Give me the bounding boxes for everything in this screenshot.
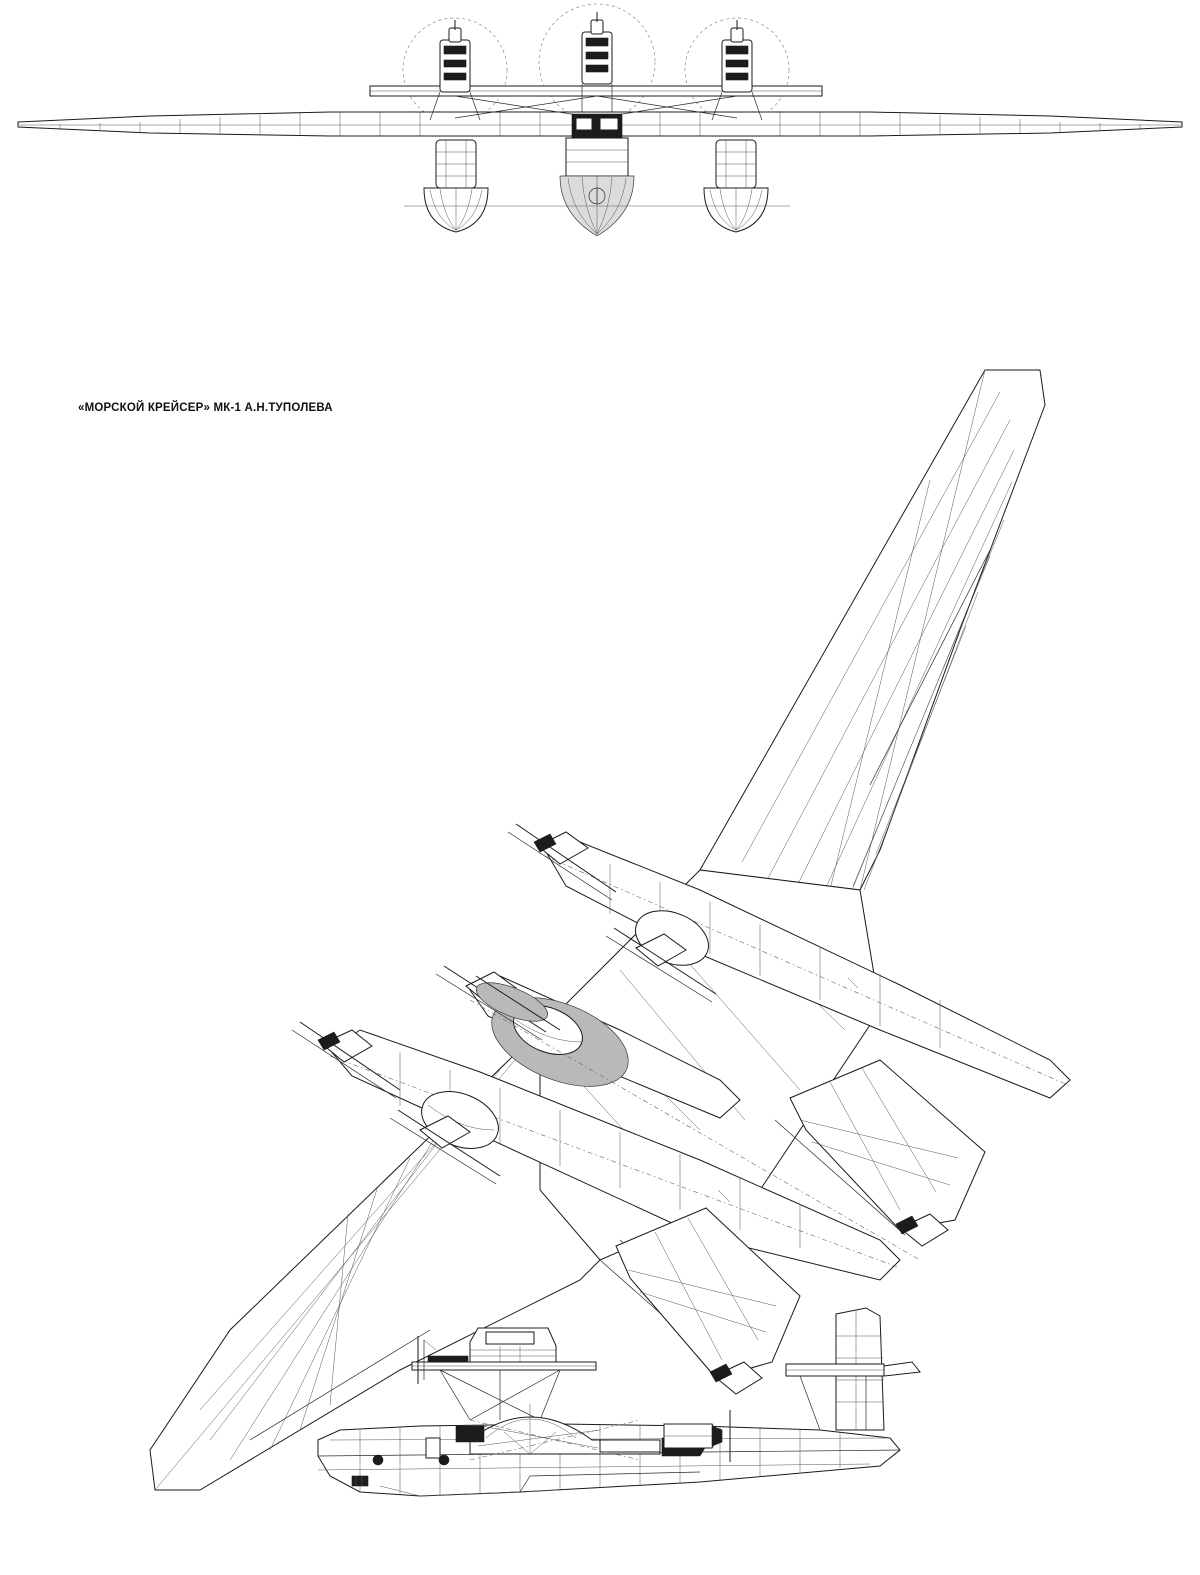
front-elevation-view <box>0 0 1200 300</box>
side-elevation-view <box>0 1280 1200 1575</box>
upper-wing <box>370 86 822 96</box>
left-hull-nacelle <box>424 140 488 232</box>
front-view-svg <box>0 0 1200 300</box>
starboard-wing <box>700 370 1045 934</box>
side-view-svg <box>0 1280 1200 1575</box>
page-title: «МОРСКОЙ КРЕЙСЕР» МК-1 А.Н.ТУПОЛЕВА <box>78 402 333 414</box>
right-hull-nacelle <box>704 140 768 232</box>
plan-view <box>0 330 1200 1260</box>
upper-wing-side <box>412 1328 596 1420</box>
tail-side <box>786 1308 920 1430</box>
engine-nacelle-center <box>582 12 612 112</box>
engine-nacelle-left <box>430 20 480 120</box>
starboard-stabilizer <box>790 1060 985 1230</box>
engine-nacelle-right <box>712 20 762 120</box>
hull-side <box>318 1424 900 1496</box>
propeller-side <box>418 1336 424 1384</box>
top-view-svg <box>0 330 1200 1260</box>
upper-engine-group <box>430 12 762 120</box>
